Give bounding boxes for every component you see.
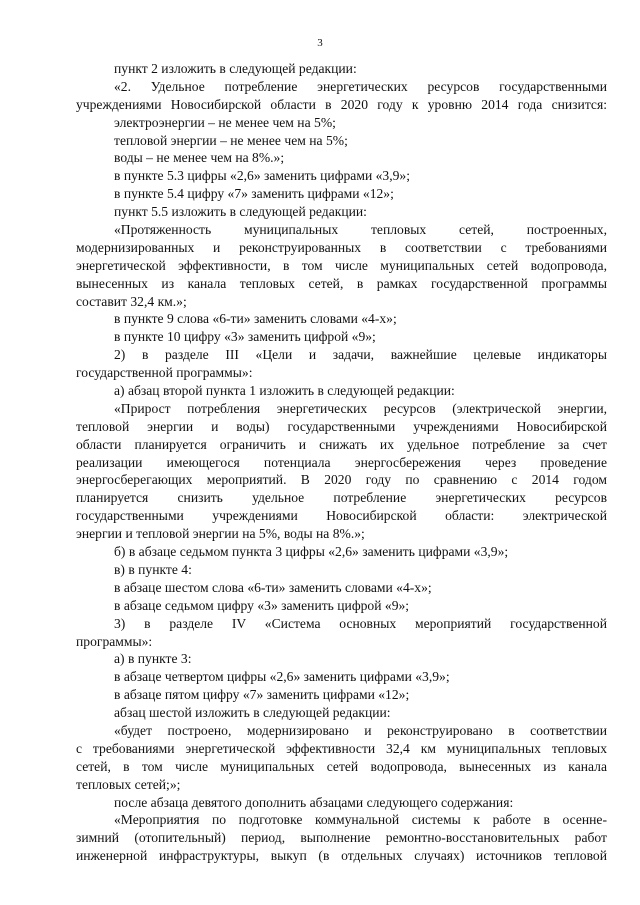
text-line: «2. Удельное потребление энергетических ресурсов государственными <box>114 78 607 94</box>
text-line: области планируется ограничить и снижать их удельное потребление за счет <box>76 436 607 452</box>
text-line: в) в пункте 4: <box>114 561 192 577</box>
text-line: в пункте 5.4 цифру «7» заменить цифрами «12»; <box>114 186 394 202</box>
page-number: 3 <box>317 37 323 49</box>
text-line: планируется снизить удельное потребление энергетических ресурсов <box>76 490 607 506</box>
text-line: в пункте 9 слова «6-ти» заменить словами «4-х»; <box>114 311 397 327</box>
text-line: вынесенных из канала тепловых сетей, в рамках государственной программы <box>76 275 607 291</box>
text-line: б) в абзаце седьмом пункта 3 цифры «2,6» заменить цифрами «3,9»; <box>114 544 509 560</box>
text-line: энергосберегающих мероприятий. В 2020 году по сравнению с 2014 годом <box>76 472 607 488</box>
text-line: тепловой энергии – не менее чем на 5%; <box>114 132 348 148</box>
text-line: энергии и тепловой энергии на 5%, воды на 8%.»; <box>76 526 365 542</box>
text-line: «Мероприятия по подготовке коммунальной системы к работе в осенне- <box>114 812 607 828</box>
text-line: составит 32,4 км.»; <box>76 293 187 309</box>
text-line: тепловой энергии и воды) государственными учреждениями Новосибирской <box>76 418 607 434</box>
text-line: учреждениями Новосибирской области в 2020 году к уровню 2014 года снизится: <box>76 96 607 112</box>
text-line: модернизированных и реконструированных в соответствии с требованиями <box>76 239 607 255</box>
text-line: энергетической эффективности, в том числе муниципальных сетей водопровода, <box>76 257 607 273</box>
text-line: тепловых сетей;»; <box>76 776 181 792</box>
text-line: электроэнергии – не менее чем на 5%; <box>114 114 336 130</box>
text-line: в абзаце шестом слова «6-ти» заменить словами «4-х»; <box>114 579 432 595</box>
text-line: воды – не менее чем на 8%.»; <box>114 150 285 166</box>
text-line: а) абзац второй пункта 1 изложить в следующей редакции: <box>114 383 455 399</box>
text-line: 2) в разделе III «Цели и задачи, важнейшие целевые индикаторы <box>114 347 607 363</box>
text-line: а) в пункте 3: <box>114 651 192 667</box>
text-line: государственной программы»: <box>76 365 253 381</box>
text-line: инженерной инфраструктуры, выкуп (в отдельных случаях) источников тепловой <box>76 848 607 864</box>
text-line: сетей, в том числе муниципальных сетей водопровода, вынесенных из канала <box>76 758 607 774</box>
text-line: пункт 5.5 изложить в следующей редакции: <box>114 204 367 220</box>
text-line: программы»: <box>76 633 153 649</box>
text-line: «Прирост потребления энергетических ресурсов (электрической энергии, <box>114 400 607 416</box>
text-line: в пункте 10 цифру «3» заменить цифрой «9»; <box>114 329 376 345</box>
text-line: «будет построено, модернизировано и реконструировано в соответствии <box>114 722 607 738</box>
text-line: реализации имеющегося потенциала энергосбережения через проведение <box>76 454 607 470</box>
document-body <box>76 60 607 865</box>
text-line: зимний (отопительный) период, выполнение ремонтно-восстановительных работ <box>76 830 607 846</box>
text-line: 3) в разделе IV «Система основных мероприятий государственной <box>114 615 607 631</box>
text-line: в абзаце седьмом цифру «3» заменить цифрой «9»; <box>114 597 410 613</box>
text-line: абзац шестой изложить в следующей редакции: <box>114 705 391 721</box>
text-line: в абзаце четвертом цифры «2,6» заменить цифрами «3,9»; <box>114 669 450 685</box>
text-line: государственными учреждениями Новосибирской области: электрической <box>76 508 607 524</box>
text-line: в пункте 5.3 цифры «2,6» заменить цифрами «3,9»; <box>114 168 410 184</box>
text-line: в абзаце пятом цифру «7» заменить цифрами «12»; <box>114 687 410 703</box>
text-line: с требованиями энергетической эффективности 32,4 км муниципальных тепловых <box>76 740 607 756</box>
text-line: «Протяженность муниципальных тепловых сетей, построенных, <box>114 222 607 238</box>
text-line: после абзаца девятого дополнить абзацами следующего содержания: <box>114 794 514 810</box>
text-line: пункт 2 изложить в следующей редакции: <box>114 61 357 76</box>
